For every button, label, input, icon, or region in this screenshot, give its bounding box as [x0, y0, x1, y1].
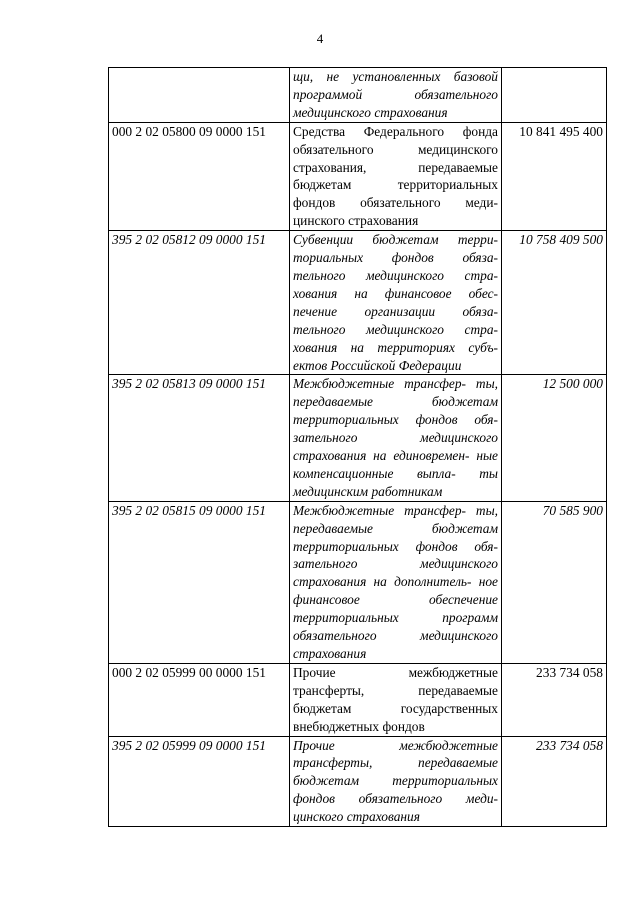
- table-row: [109, 736, 607, 827]
- description-line: Субвенции бюджетам терри-: [293, 232, 498, 248]
- description-line: цинского страхования: [293, 213, 419, 229]
- budget-revenue-table: [108, 67, 607, 827]
- description-line: хования на финансовое обес-: [293, 285, 498, 301]
- description-cell: [290, 501, 502, 663]
- description-line: трансферты, передаваемые: [293, 755, 498, 771]
- description-line: Межбюджетные трансфер-: [293, 502, 466, 518]
- amount-cell: 10 841 495 400: [502, 122, 607, 230]
- description-line: трансферты, передаваемые: [293, 682, 498, 698]
- amount-cell: 12 500 000: [502, 375, 607, 501]
- description-line: цинского страхования: [293, 809, 420, 825]
- description-line: страхования, передаваемые: [293, 159, 498, 175]
- description-line: внебюджетных фондов: [293, 718, 425, 734]
- description-line: ное финансовое обеспечение: [293, 574, 498, 608]
- description-line: страхования на дополнитель-: [293, 574, 472, 590]
- description-line: ты, передаваемые бюджетам: [293, 376, 498, 410]
- description-cell: [290, 736, 502, 827]
- page-number: 4: [316, 31, 324, 46]
- description-line: зательного медицинского: [293, 556, 498, 572]
- description-line: тельного медицинского стра-: [293, 267, 498, 283]
- budget-code-cell: 000 2 02 05999 00 0000 151: [109, 663, 290, 736]
- description-line: зательного медицинского: [293, 430, 498, 446]
- description-line: ториальных фондов обяза-: [293, 250, 498, 266]
- description-line: щи, не установленных базовой: [293, 69, 498, 84]
- description-line: обязательного медицинского: [293, 141, 498, 157]
- budget-code-cell: 395 2 02 05999 09 0000 151: [109, 736, 290, 827]
- description-line: медицинского страхования: [293, 104, 448, 120]
- amount-cell: 233 734 058: [502, 736, 607, 827]
- budget-code-cell: 000 2 02 05800 09 0000 151: [109, 122, 290, 230]
- description-cell: [290, 663, 502, 736]
- description-line: хования на территориях субъ-: [293, 339, 498, 355]
- description-line: страхования на единовремен-: [293, 448, 470, 464]
- description-line: Прочие межбюджетные: [293, 664, 498, 680]
- description-line: территориальных фондов обя-: [293, 412, 498, 428]
- description-cell: [290, 231, 502, 375]
- description-cell: [290, 375, 502, 501]
- description-line: Средства Федерального фонда: [293, 123, 498, 139]
- description-cell: [290, 122, 502, 230]
- description-line: Межбюджетные трансфер-: [293, 376, 466, 392]
- budget-code-cell: 395 2 02 05815 09 0000 151: [109, 501, 290, 663]
- description-line: Прочие межбюджетные: [293, 737, 498, 753]
- description-line: фондов обязательного меди-: [293, 791, 498, 807]
- description-line: территориальных фондов обя-: [293, 538, 498, 554]
- table-row: [109, 501, 607, 663]
- description-line: страхования: [293, 646, 367, 661]
- table-row: [109, 375, 607, 501]
- description-line: ты, передаваемые бюджетам: [293, 502, 498, 536]
- description-line: бюджетам территориальных: [293, 177, 498, 193]
- description-line: территориальных программ: [293, 610, 498, 626]
- description-line: фондов обязательного меди-: [293, 195, 498, 211]
- description-line: печение организации обяза-: [293, 303, 498, 319]
- table-row: [109, 231, 607, 375]
- amount-cell: 233 734 058: [502, 663, 607, 736]
- budget-code-cell: 395 2 02 05813 09 0000 151: [109, 375, 290, 501]
- description-line: обязательного медицинского: [293, 628, 498, 644]
- budget-code-cell: 395 2 02 05812 09 0000 151: [109, 231, 290, 375]
- description-line: программой обязательного: [293, 86, 498, 102]
- amount-cell: 70 585 900: [502, 501, 607, 663]
- budget-code-cell: [109, 68, 290, 123]
- table-row: [109, 68, 607, 123]
- description-line: бюджетам государственных: [293, 700, 498, 716]
- description-line: ектов Российской Федерации: [293, 357, 462, 373]
- amount-cell: [502, 68, 607, 123]
- description-cell: [290, 68, 502, 123]
- description-line: тельного медицинского стра-: [293, 321, 498, 337]
- table-row: [109, 663, 607, 736]
- amount-cell: 10 758 409 500: [502, 231, 607, 375]
- description-line: ные компенсационные выпла-: [293, 448, 498, 481]
- table-row: [109, 122, 607, 230]
- description-line: ты медицинским работникам: [293, 465, 498, 499]
- description-line: бюджетам территориальных: [293, 773, 498, 789]
